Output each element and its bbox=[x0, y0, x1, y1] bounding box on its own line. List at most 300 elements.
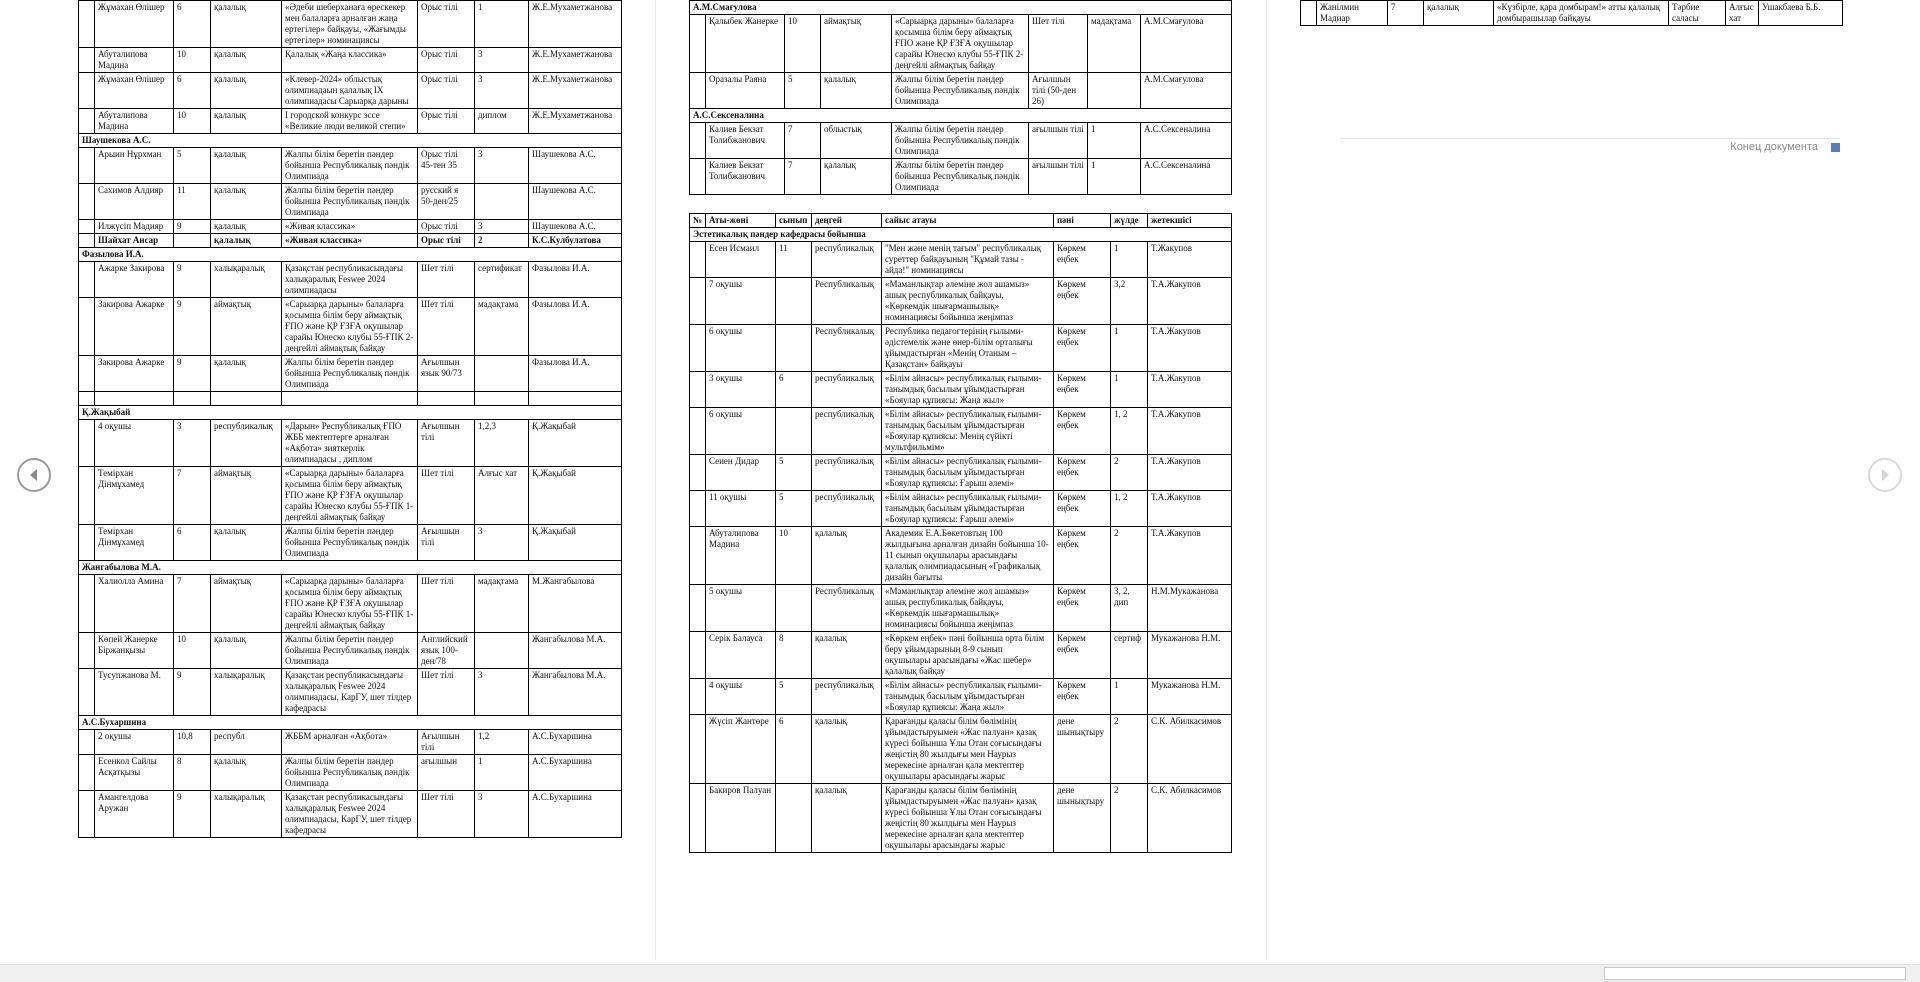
cell-award: Алғыс хат bbox=[475, 467, 529, 525]
cell-student-name: Абуталипова Мадина bbox=[95, 48, 174, 73]
cell-level: қалалық bbox=[821, 159, 892, 195]
cell-row-number bbox=[79, 184, 95, 220]
cell-contest-name: Жалпы білім беретін пәндер бойынша Республикалық пәндік Олимпиада bbox=[892, 123, 1029, 159]
section-row bbox=[79, 406, 622, 420]
cell-row-number bbox=[79, 1, 95, 48]
cell-award: 1,2 bbox=[475, 730, 529, 755]
cell-grade: 6 bbox=[776, 372, 812, 408]
cell-subject: Английский язык 100-ден/78 bbox=[418, 633, 475, 669]
cell-grade: 6 bbox=[174, 73, 211, 109]
cell-level: қалалық bbox=[211, 1, 282, 48]
cell-contest-name: ЖББМ арналған «Ақбота» bbox=[282, 730, 418, 755]
cell-row-number bbox=[79, 48, 95, 73]
cell-grade: 5 bbox=[776, 455, 812, 491]
cell-level: қалалық bbox=[211, 148, 282, 184]
cell-level: қалалық bbox=[812, 632, 882, 679]
cell-contest-name: «Сарыарқа дарыны» балаларға қосымша білім беру аймақтық ҒПО және ҚР ҒЗҒА оқушылар сарайы Юнеско клубы 55-ҒПК 2-деңгейлі аймақтық байқау bbox=[282, 298, 418, 356]
cell-student-name: Шайхат Ансар bbox=[95, 234, 174, 248]
cell-subject: Көркем еңбек bbox=[1054, 491, 1111, 527]
previous-page-button[interactable] bbox=[17, 458, 51, 492]
cell-supervisor: А.С.Бухаршина bbox=[529, 791, 622, 838]
cell-level: республикалық bbox=[812, 491, 882, 527]
cell-supervisor: Шаушекова А.С. bbox=[529, 184, 622, 220]
cell-subject: Шет тілі bbox=[418, 791, 475, 838]
cell-award: мадақтама bbox=[475, 575, 529, 633]
chevron-left-icon bbox=[27, 468, 41, 482]
table-row bbox=[79, 467, 622, 525]
cell-contest-name: Жалпы білім беретін пәндер бойынша Республикалық пәндік Олимпиада bbox=[892, 159, 1029, 195]
cell-level: республикалық bbox=[812, 372, 882, 408]
cell-student-name: Абуталипова Мадина bbox=[95, 109, 174, 134]
cell-row-number bbox=[79, 730, 95, 755]
cell-award: мадақтама bbox=[475, 298, 529, 356]
cell-student-name: Темірхан Дінмұхамед bbox=[95, 467, 174, 525]
cell-grade: 5 bbox=[776, 491, 812, 527]
cell-grade bbox=[174, 234, 211, 248]
cell-grade: 10 bbox=[776, 527, 812, 585]
table-row bbox=[79, 420, 622, 467]
cell-row-number bbox=[79, 356, 95, 392]
status-bar bbox=[0, 964, 1920, 982]
cell-award: 3 bbox=[475, 48, 529, 73]
cell-supervisor: Мукажанова Н.М. bbox=[1148, 632, 1232, 679]
cell-award: 1 bbox=[1111, 372, 1148, 408]
cell-supervisor: М.Жангабылова bbox=[529, 575, 622, 633]
cell-contest-name: Жалпы білім беретін пәндер бойынша Республикалық пәндік Олимпиада bbox=[892, 73, 1029, 109]
cell-contest-name: «Сарыарқа дарыны» балаларға қосымша білім беру аймақтық ҒПО және ҚР ҒЗҒА оқушылар сарайы Юнеско клубы 55-ҒПК 1-деңгейлі аймақтық байқау bbox=[282, 575, 418, 633]
cell-supervisor: Қ.Жақыбай bbox=[529, 420, 622, 467]
cell-row-number bbox=[690, 715, 706, 784]
cell-level: қалалық bbox=[821, 73, 892, 109]
cell-grade: 9 bbox=[174, 791, 211, 838]
cell-row-number bbox=[79, 420, 95, 467]
cell-supervisor: Ушакбаева Б.Б. bbox=[1759, 1, 1843, 26]
cell-subject: Ағылшын тілі bbox=[418, 730, 475, 755]
cell-supervisor: Т.А.Жакупов bbox=[1148, 491, 1232, 527]
cell-level: қалалық bbox=[812, 784, 882, 853]
cell-award: 2 bbox=[1111, 527, 1148, 585]
cell-award: 2 bbox=[475, 234, 529, 248]
cell-level: аймақтық bbox=[821, 15, 892, 73]
cell-grade: 9 bbox=[174, 298, 211, 356]
cell-row-number bbox=[79, 633, 95, 669]
table-row bbox=[79, 575, 622, 633]
cell-contest-name: I городской конкурс эссе «Великие люди великой степи» bbox=[282, 109, 418, 134]
cell-contest-name: Жалпы білім беретін пәндер бойынша Республикалық пәндік Олимпиада bbox=[282, 148, 418, 184]
cell-award: 1, 2 bbox=[1111, 491, 1148, 527]
cell-grade: 5 bbox=[174, 148, 211, 184]
cell-row-number bbox=[79, 755, 95, 791]
cell-subject: Шет тілі bbox=[1029, 15, 1088, 73]
cell-subject: Көркем еңбек bbox=[1054, 679, 1111, 715]
cell-row-number bbox=[79, 791, 95, 838]
next-page-button[interactable] bbox=[1868, 458, 1902, 492]
cell-subject: Ағылшын язык 90/73 bbox=[418, 356, 475, 392]
section-title: Қ.Жақыбай bbox=[79, 406, 622, 420]
header-subject: пәні bbox=[1054, 214, 1111, 228]
cell-award bbox=[475, 356, 529, 392]
cell-level: қалалық bbox=[1424, 1, 1494, 26]
cell-grade: 9 bbox=[174, 356, 211, 392]
cell-subject: Көркем еңбек bbox=[1054, 585, 1111, 632]
cell-award: 1 bbox=[1111, 325, 1148, 372]
cell-subject: Көркем еңбек bbox=[1054, 632, 1111, 679]
cell-award: 1,2,3 bbox=[475, 420, 529, 467]
cell-student-name: Абуталипова Мадина bbox=[706, 527, 776, 585]
cell-grade: 8 bbox=[174, 755, 211, 791]
cell-subject: Орыс тілі bbox=[418, 73, 475, 109]
cell-grade bbox=[776, 784, 812, 853]
table-row bbox=[79, 109, 622, 134]
cell-subject: Орыс тілі bbox=[418, 220, 475, 234]
cell-contest-name: «Живая классика» bbox=[282, 234, 418, 248]
cell-level: республикалық bbox=[812, 455, 882, 491]
cell-row-number bbox=[690, 632, 706, 679]
section-row bbox=[690, 1, 1232, 15]
cell-supervisor: А.С.Бухаршина bbox=[529, 730, 622, 755]
cell-row-number bbox=[690, 73, 706, 109]
cell-row-number bbox=[690, 784, 706, 853]
cell-student-name: Жұмахан Өлішер bbox=[95, 1, 174, 48]
document-page-2 bbox=[689, 0, 1231, 853]
page2-top-table bbox=[689, 0, 1232, 195]
table-row bbox=[79, 48, 622, 73]
cell-supervisor: А.С.Сексеналина bbox=[1141, 123, 1232, 159]
cell-level: облыстық bbox=[821, 123, 892, 159]
cell-contest-name: Қазақстан республикасындағы халықаралық Feswee 2024 олимпиадасы bbox=[282, 262, 418, 298]
cell-student-name: Амангелдова Аружан bbox=[95, 791, 174, 838]
cell-award: 3 bbox=[475, 525, 529, 561]
cell-contest-name: Қалалық «Жаңа классика» bbox=[282, 48, 418, 73]
cell-grade: 6 bbox=[174, 1, 211, 48]
page1-table bbox=[78, 0, 622, 838]
cell-grade: 11 bbox=[776, 242, 812, 278]
cell-student-name: Ажарке Закирова bbox=[95, 262, 174, 298]
cell-award: 1 bbox=[475, 755, 529, 791]
cell-award bbox=[475, 184, 529, 220]
cell-subject: Орыс тілі bbox=[418, 109, 475, 134]
table-row bbox=[690, 242, 1232, 278]
table-row bbox=[690, 15, 1232, 73]
cell-grade bbox=[776, 325, 812, 372]
cell-subject: ағылшын bbox=[418, 755, 475, 791]
cell-level bbox=[211, 392, 282, 406]
cell-row-number bbox=[1301, 1, 1317, 26]
cell-student-name: 5 оқушы bbox=[706, 585, 776, 632]
cell-level: қалалық bbox=[211, 220, 282, 234]
table-row bbox=[690, 325, 1232, 372]
document-end-label: Конец документа bbox=[1730, 141, 1818, 153]
cell-award: 3 bbox=[475, 669, 529, 716]
page-number-field[interactable] bbox=[1604, 967, 1906, 980]
cell-contest-name: Академик Е.А.Бөкетовтың 100 жылдығына арналған дизайн бойынша 10-11 сынып оқушылары арасындағы қалалық олимпиадасының «Графикалық дизайн бағыты bbox=[882, 527, 1054, 585]
table-row bbox=[1301, 1, 1843, 26]
cell-contest-name: Қазақстан республикасындағы халықаралық Feswee 2024 олимпиадасы, КарГУ, шет тілдер кафедрасы bbox=[282, 669, 418, 716]
header-number: № bbox=[690, 214, 706, 228]
cell-row-number bbox=[690, 242, 706, 278]
cell-row-number bbox=[690, 123, 706, 159]
table-row bbox=[690, 408, 1232, 455]
section-title: Жангабылова М.А. bbox=[79, 561, 622, 575]
cell-level: аймақтық bbox=[211, 467, 282, 525]
cell-level: қалалық bbox=[211, 73, 282, 109]
cell-award: 2 bbox=[1111, 784, 1148, 853]
cell-row-number bbox=[690, 527, 706, 585]
table-row bbox=[79, 1, 622, 48]
cell-subject: ағылшын тілі bbox=[1029, 123, 1088, 159]
cell-subject: Ағылшын тілі bbox=[418, 420, 475, 467]
cell-supervisor: А.М.Смағулова bbox=[1141, 15, 1232, 73]
cell-student-name: 3 оқушы bbox=[706, 372, 776, 408]
cell-student-name: 6 оқушы bbox=[706, 325, 776, 372]
cell-row-number bbox=[79, 392, 95, 406]
cell-level: республикалық bbox=[812, 408, 882, 455]
cell-contest-name: «Маманлықтар әлеміне жол ашамыз» ашық республикалық байқауы, «Көркемдік шығармашылық» номинациясы бойынша жеңімпаз bbox=[882, 278, 1054, 325]
cell-supervisor bbox=[529, 392, 622, 406]
cell-supervisor: Т.А.Жакупов bbox=[1148, 527, 1232, 585]
table-row bbox=[79, 392, 622, 406]
cell-supervisor: А.М.Смағулова bbox=[1141, 73, 1232, 109]
chevron-right-icon bbox=[1878, 468, 1892, 482]
cell-student-name: Жүсіп Жантөре bbox=[706, 715, 776, 784]
cell-row-number bbox=[79, 73, 95, 109]
cell-subject: Шет тілі bbox=[418, 669, 475, 716]
cell-student-name: Калиев Бекзат Толибжанович bbox=[706, 159, 785, 195]
cell-level: республ bbox=[211, 730, 282, 755]
cell-award: 1 bbox=[475, 1, 529, 48]
section-row bbox=[79, 248, 622, 262]
cell-contest-name: Жалпы білім беретін пәндер бойынша Республикалық пәндік Олимпиада bbox=[282, 356, 418, 392]
header-name: Аты-жөні bbox=[706, 214, 776, 228]
cell-row-number bbox=[690, 679, 706, 715]
cell-grade bbox=[776, 408, 812, 455]
cell-student-name: Арыин Нұрхман bbox=[95, 148, 174, 184]
cell-contest-name: Жалпы білім беретін пәндер бойынша Республикалық пәндік Олимпиада bbox=[282, 525, 418, 561]
cell-contest-name: «Клевер-2024» облыстық олимпиадаын қалалық IX олимпиадасы Сарыарқа дарыны bbox=[282, 73, 418, 109]
table-row bbox=[79, 262, 622, 298]
cell-award: 1, 2 bbox=[1111, 408, 1148, 455]
cell-row-number bbox=[79, 109, 95, 134]
cell-row-number bbox=[79, 234, 95, 248]
cell-grade: 10 bbox=[174, 109, 211, 134]
cell-award: Алғыс хат bbox=[1726, 1, 1759, 26]
cell-level: Республикалық bbox=[812, 585, 882, 632]
cell-student-name: Темірхан Дінмұхамед bbox=[95, 525, 174, 561]
cell-contest-name: «Көркем еңбек» пәні бойынша орта білім беру ұйымдарының 8-9 сынып оқушылары арасындағы «Жас шебер» қалалық байқау bbox=[882, 632, 1054, 679]
document-page-1 bbox=[78, 0, 621, 838]
cell-subject: Ағылшын тілі bbox=[418, 525, 475, 561]
cell-student-name: Жанілмин Мадиар bbox=[1317, 1, 1388, 26]
cell-supervisor: А.С.Сексеналина bbox=[1141, 159, 1232, 195]
table-row bbox=[690, 73, 1232, 109]
table-row bbox=[690, 123, 1232, 159]
cell-level: Республикалық bbox=[812, 278, 882, 325]
table-row bbox=[690, 372, 1232, 408]
section-row bbox=[79, 561, 622, 575]
cell-award: 2 bbox=[1111, 715, 1148, 784]
cell-supervisor: Т.А.Жакупов bbox=[1148, 408, 1232, 455]
cell-supervisor: Ж.Е.Мухаметжанова bbox=[529, 1, 622, 48]
cell-grade: 7 bbox=[785, 123, 821, 159]
cell-supervisor: Н.М.Мукажанова bbox=[1148, 585, 1232, 632]
table-row bbox=[690, 679, 1232, 715]
cell-supervisor: Қ.Жақыбай bbox=[529, 467, 622, 525]
cell-level: қалалық bbox=[211, 48, 282, 73]
table-row bbox=[79, 220, 622, 234]
cell-contest-name: «Білім айнасы» республикалық ғылыми-танымдық басылым ұйымдастырған «Бояулар құпиясы: Ғарыш әлемі» bbox=[882, 455, 1054, 491]
cell-subject: дене шынықтыру bbox=[1054, 715, 1111, 784]
document-end-marker bbox=[1340, 138, 1840, 161]
cell-award: мадақтама bbox=[1088, 15, 1141, 73]
cell-supervisor: Мукажанова Н.М. bbox=[1148, 679, 1232, 715]
cell-contest-name bbox=[282, 392, 418, 406]
cell-grade: 5 bbox=[776, 679, 812, 715]
cell-student-name: 4 оқушы bbox=[95, 420, 174, 467]
cell-level: қалалық bbox=[211, 356, 282, 392]
cell-grade: 10 bbox=[785, 15, 821, 73]
cell-supervisor: Т.А.Жакупов bbox=[1148, 455, 1232, 491]
cell-contest-name: «Дарын» Республикалық ҒПО ЖББ мектептерге арналған «Ақбота» зияткерлік олимпиадасы , диплом bbox=[282, 420, 418, 467]
cell-level: қалалық bbox=[211, 755, 282, 791]
cell-contest-name: "Мен және менің тағым" республикалық суреттер байқауының "Құмай тазы - айда!" номинациясы bbox=[882, 242, 1054, 278]
cell-award: 3,2 bbox=[1111, 278, 1148, 325]
cell-supervisor: Жангабылова М.А. bbox=[529, 669, 622, 716]
cell-grade: 10,8 bbox=[174, 730, 211, 755]
cell-supervisor: Жангабылова М.А. bbox=[529, 633, 622, 669]
cell-award: 2 bbox=[1111, 455, 1148, 491]
cell-row-number bbox=[690, 372, 706, 408]
cell-contest-name: «Білім айнасы» республикалық ғылыми-танымдық басылым ұйымдастырған «Бояулар құпиясы: Жаңа жыл» bbox=[882, 679, 1054, 715]
cell-student-name: Тусупжанова М. bbox=[95, 669, 174, 716]
table-row bbox=[79, 148, 622, 184]
cell-supervisor: Қ.Жақыбай bbox=[529, 525, 622, 561]
cell-subject: ағылшын тілі bbox=[1029, 159, 1088, 195]
cell-supervisor: Фазылова И.А. bbox=[529, 356, 622, 392]
cell-student-name: 4 оқушы bbox=[706, 679, 776, 715]
section-title: Фазылова И.А. bbox=[79, 248, 622, 262]
cell-grade: 11 bbox=[174, 184, 211, 220]
cell-row-number bbox=[79, 262, 95, 298]
cell-supervisor: Фазылова И.А. bbox=[529, 262, 622, 298]
cell-contest-name: Жалпы білім беретін пәндер бойынша Республикалық пәндік Олимпиада bbox=[282, 633, 418, 669]
cell-award bbox=[1088, 73, 1141, 109]
cell-award: 3 bbox=[475, 73, 529, 109]
cell-award: 3 bbox=[475, 791, 529, 838]
page2-bottom-table bbox=[689, 213, 1232, 853]
cell-award: 1 bbox=[1111, 242, 1148, 278]
cell-student-name: Көпей Жанерке Біржанқызы bbox=[95, 633, 174, 669]
cell-award: сертиф bbox=[1111, 632, 1148, 679]
cell-contest-name: «Күзбірле, қара домбырам!» атты қалалық домбырашылар байқауы bbox=[1494, 1, 1669, 26]
cell-supervisor: Ж.Е.Мухаметжанова bbox=[529, 48, 622, 73]
cell-supervisor: Т.А.Жакупов bbox=[1148, 325, 1232, 372]
header-level: деңгей bbox=[812, 214, 882, 228]
cell-row-number bbox=[690, 278, 706, 325]
page3-table bbox=[1300, 0, 1843, 26]
cell-student-name: Есенкол Сайлы Асқатқызы bbox=[95, 755, 174, 791]
cell-supervisor: С.К. Абилкасимов bbox=[1148, 715, 1232, 784]
cell-supervisor: А.С.Бухаршина bbox=[529, 755, 622, 791]
cell-subject: Орыс тілі bbox=[418, 234, 475, 248]
header-grade: сынып bbox=[776, 214, 812, 228]
table-row bbox=[79, 791, 622, 838]
cell-award bbox=[475, 392, 529, 406]
cell-subject bbox=[418, 392, 475, 406]
section-title: А.С.Сексеналина bbox=[690, 109, 1232, 123]
cell-contest-name: «Әдеби шеберханаға өрескекер мен балаларға арналған жаңа ертегілер» байқауы, «Жағымды ертегілер» номинациясы bbox=[282, 1, 418, 48]
cell-subject: Көркем еңбек bbox=[1054, 372, 1111, 408]
table-row bbox=[79, 633, 622, 669]
cell-subject: Шет тілі bbox=[418, 262, 475, 298]
table-row bbox=[79, 669, 622, 716]
table-row bbox=[79, 730, 622, 755]
cell-level: қалалық bbox=[812, 715, 882, 784]
cell-contest-name: Қарағанды қаласы білім бөлімінің ұйымдастыруымен «Жас палуан» қазақ күресі бойынша Ұлы Отан соғысындағы жеңістің 80 жылдығы мен Наурыз мерекесіне арналған қала мектептер оқушылары арасындағы жарыс bbox=[882, 715, 1054, 784]
cell-grade: 10 bbox=[174, 633, 211, 669]
cell-grade: 3 bbox=[174, 420, 211, 467]
cell-supervisor: Ж.Е.Мухаметжанова bbox=[529, 73, 622, 109]
cell-subject: русский я 50-ден/25 bbox=[418, 184, 475, 220]
table-row bbox=[690, 527, 1232, 585]
cell-grade: 7 bbox=[174, 575, 211, 633]
header-supervisor: жетекшісі bbox=[1148, 214, 1232, 228]
square-marker-icon bbox=[1831, 143, 1840, 152]
cell-row-number bbox=[690, 408, 706, 455]
cell-subject: Орыс тілі bbox=[418, 48, 475, 73]
cell-student-name: Бакиров Палуан bbox=[706, 784, 776, 853]
cell-grade: 6 bbox=[174, 525, 211, 561]
table-row bbox=[79, 73, 622, 109]
cell-contest-name: Қазақстан республикасындағы халықаралық Feswee 2024 олимпиадасы, КарГУ, шет тілдер кафедрасы bbox=[282, 791, 418, 838]
table-row bbox=[690, 278, 1232, 325]
cell-row-number bbox=[79, 298, 95, 356]
cell-student-name: 7 оқушы bbox=[706, 278, 776, 325]
cell-supervisor: Ж.Е.Мухаметжанова bbox=[529, 109, 622, 134]
cell-student-name: Илжүсіп Мадияр bbox=[95, 220, 174, 234]
header-contest: сайыс атауы bbox=[882, 214, 1054, 228]
cell-contest-name: Қарағанды қаласы білім бөлімінің ұйымдастыруымен «Жас палуан» қазақ күресі бойынша Ұлы Отан соғысындағы жеңістің 80 жылдығы мен Наурыз мерекесіне арналған қала мектептер оқушылары арасындағы жарыс bbox=[882, 784, 1054, 853]
cell-award: диплом bbox=[475, 109, 529, 134]
table-row bbox=[79, 525, 622, 561]
cell-supervisor: Фазылова И.А. bbox=[529, 298, 622, 356]
cell-supervisor: Т.Жакупов bbox=[1148, 242, 1232, 278]
cell-row-number bbox=[690, 15, 706, 73]
cell-student-name: Оразалы Раяна bbox=[706, 73, 785, 109]
cell-award: 1 bbox=[1088, 159, 1141, 195]
cell-subject: Көркем еңбек bbox=[1054, 408, 1111, 455]
section-row bbox=[79, 716, 622, 730]
cell-subject: Көркем еңбек bbox=[1054, 527, 1111, 585]
cell-subject: Орыс тілі 45-тен 35 bbox=[418, 148, 475, 184]
cell-contest-name: «Білім айнасы» республикалық ғылыми-танымдық басылым ұйымдастырған «Бояулар құпиясы: Менің сүйікті мультфильмім» bbox=[882, 408, 1054, 455]
table-row bbox=[79, 755, 622, 791]
cell-grade: 6 bbox=[776, 715, 812, 784]
cell-student-name: Сеиен Дидар bbox=[706, 455, 776, 491]
cell-contest-name: «Живая классика» bbox=[282, 220, 418, 234]
cell-student-name: Есен Исмаил bbox=[706, 242, 776, 278]
cell-subject: Көркем еңбек bbox=[1054, 242, 1111, 278]
cell-row-number bbox=[690, 585, 706, 632]
cell-supervisor: Т.А.Жакупов bbox=[1148, 278, 1232, 325]
section-row bbox=[690, 228, 1232, 242]
cell-row-number bbox=[79, 467, 95, 525]
header-award: жүлде bbox=[1111, 214, 1148, 228]
cell-row-number bbox=[79, 525, 95, 561]
cell-award: сертификат bbox=[475, 262, 529, 298]
cell-student-name: Калиев Бекзат Толибжанович bbox=[706, 123, 785, 159]
cell-level: қалалық bbox=[211, 109, 282, 134]
cell-subject: Тәрбие саласы bbox=[1669, 1, 1726, 26]
